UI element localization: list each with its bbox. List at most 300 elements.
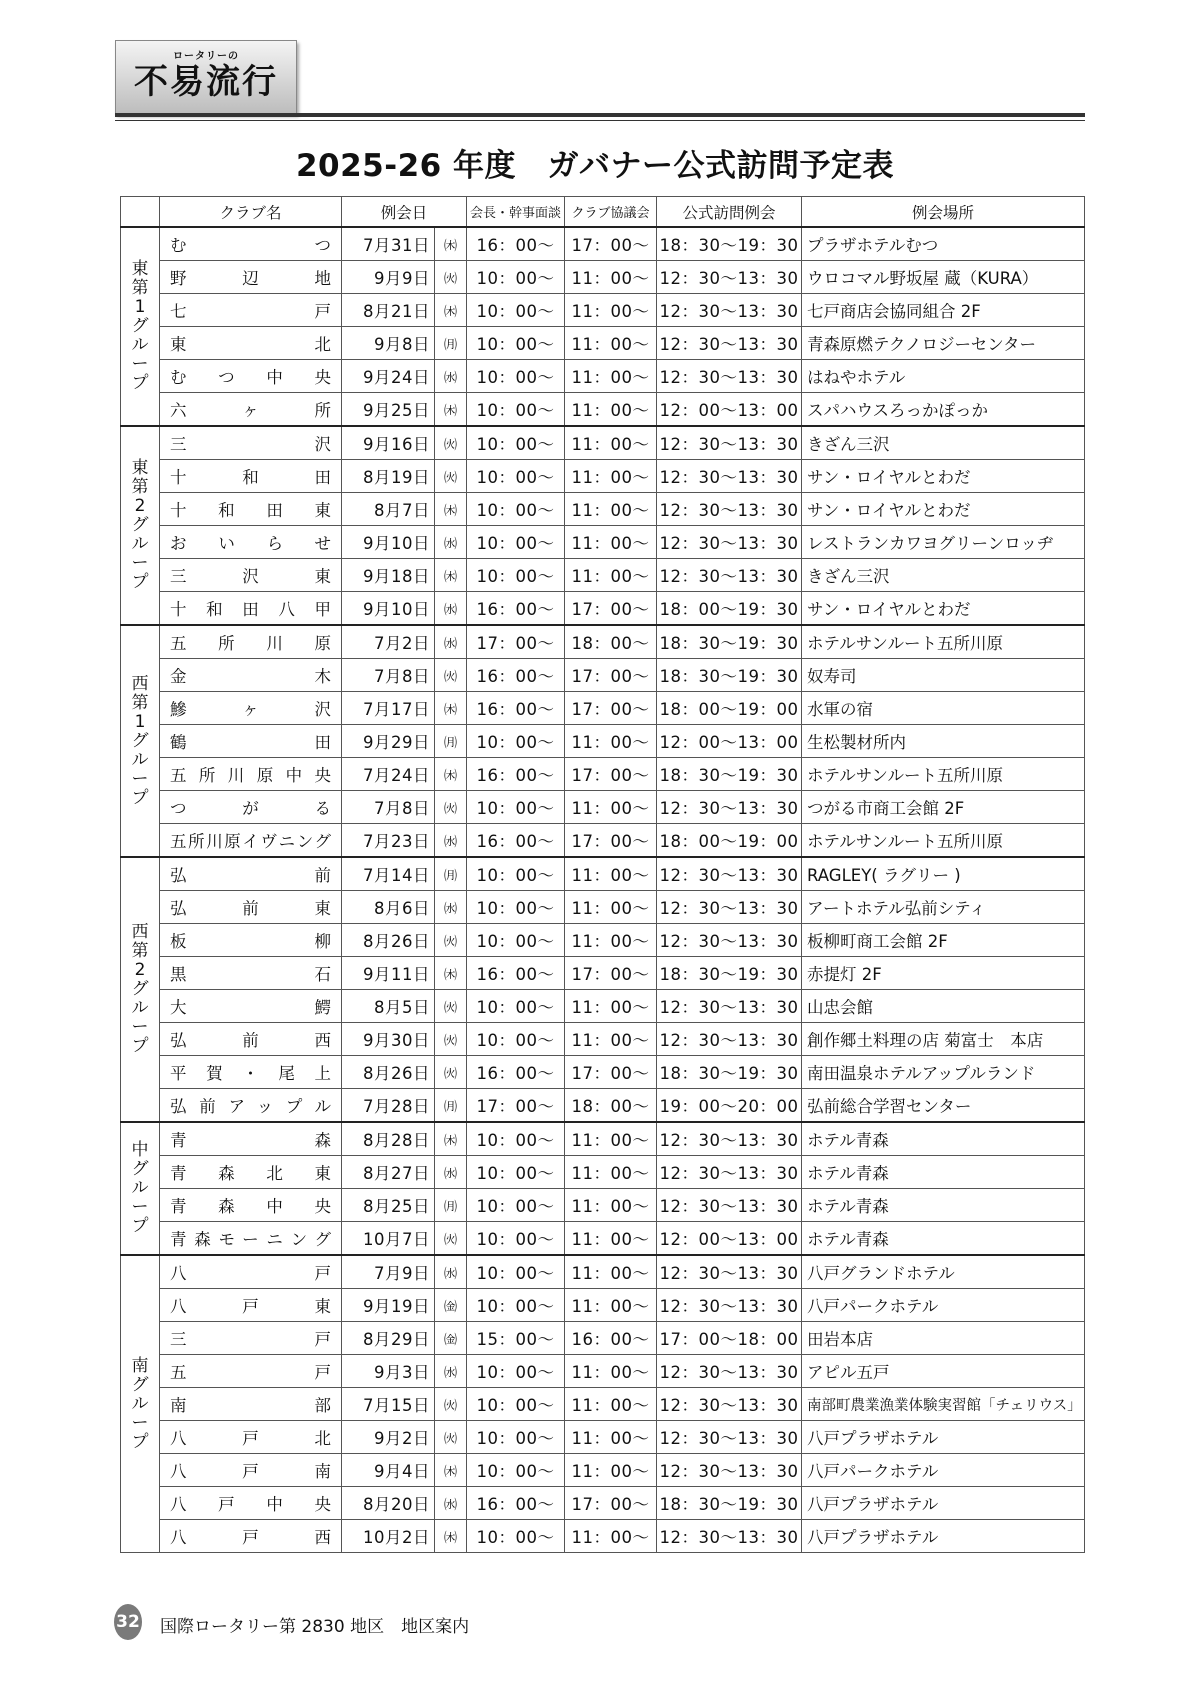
club-name: 東北 <box>160 327 342 360</box>
club-name: 八戸 <box>160 1255 342 1289</box>
group-name: 中グループ <box>131 1140 149 1236</box>
weekday: ㈮ <box>435 1322 467 1355</box>
table-row <box>121 824 1085 858</box>
venue: きざん三沢 <box>802 559 1085 592</box>
group-label <box>121 625 160 857</box>
weekday: ㈬ <box>435 1255 467 1289</box>
meeting-date: 8月21日 <box>342 294 435 327</box>
official-visit-time: 18：00～19：00 <box>657 824 802 858</box>
pre-meeting-time: 10：00～ <box>467 1355 565 1388</box>
weekday: ㈭ <box>435 758 467 791</box>
schedule-body <box>121 227 1085 1553</box>
weekday: ㈭ <box>435 493 467 526</box>
venue: 生松製材所内 <box>802 725 1085 758</box>
pre-meeting-time: 16：00～ <box>467 692 565 725</box>
council-time: 11：00～ <box>565 1156 657 1189</box>
venue: ホテル青森 <box>802 1222 1085 1256</box>
venue: 八戸グランドホテル <box>802 1255 1085 1289</box>
council-time: 11：00～ <box>565 1454 657 1487</box>
club-name: 六ヶ所 <box>160 393 342 427</box>
council-time: 17：00～ <box>565 692 657 725</box>
meeting-date: 9月3日 <box>342 1355 435 1388</box>
official-visit-time: 12：00～13：00 <box>657 725 802 758</box>
header-council: クラブ協議会 <box>565 197 657 228</box>
meeting-date: 8月25日 <box>342 1189 435 1222</box>
weekday: ㈬ <box>435 1487 467 1520</box>
club-name: 金木 <box>160 659 342 692</box>
official-visit-time: 18：30～19：30 <box>657 625 802 659</box>
weekday: ㈫ <box>435 1421 467 1454</box>
table-row <box>121 857 1085 891</box>
header-group <box>121 197 160 228</box>
official-visit-time: 12：30～13：30 <box>657 559 802 592</box>
group-name: 東第2グループ <box>131 458 149 592</box>
table-row <box>121 791 1085 824</box>
pre-meeting-time: 16：00～ <box>467 758 565 791</box>
footer-text: 国際ロータリー第 2830 地区 地区案内 <box>160 1617 470 1637</box>
pre-meeting-time: 10：00～ <box>467 1156 565 1189</box>
official-visit-time: 12：30～13：30 <box>657 924 802 957</box>
weekday: ㈭ <box>435 227 467 261</box>
pre-meeting-time: 10：00～ <box>467 460 565 493</box>
table-row <box>121 526 1085 559</box>
pre-meeting-time: 10：00～ <box>467 1122 565 1156</box>
club-name: 三沢 <box>160 426 342 460</box>
weekday: ㈫ <box>435 1222 467 1256</box>
meeting-date: 10月2日 <box>342 1520 435 1553</box>
pre-meeting-time: 10：00～ <box>467 1388 565 1421</box>
meeting-date: 8月27日 <box>342 1156 435 1189</box>
table-row <box>121 426 1085 460</box>
meeting-date: 8月6日 <box>342 891 435 924</box>
pre-meeting-time: 17：00～ <box>467 625 565 659</box>
club-name: 野辺地 <box>160 261 342 294</box>
official-visit-time: 12：30～13：30 <box>657 360 802 393</box>
venue: サン・ロイヤルとわだ <box>802 460 1085 493</box>
table-row <box>121 1355 1085 1388</box>
table-header-row <box>121 197 1085 228</box>
meeting-date: 9月10日 <box>342 526 435 559</box>
club-name: 八戸北 <box>160 1421 342 1454</box>
weekday: ㈭ <box>435 393 467 427</box>
club-name: 五所川原中央 <box>160 758 342 791</box>
club-name: 弘前アップル <box>160 1089 342 1123</box>
header-club: クラブ名 <box>160 197 342 228</box>
club-name: 五戸 <box>160 1355 342 1388</box>
weekday: ㈪ <box>435 1189 467 1222</box>
table-row <box>121 1421 1085 1454</box>
weekday: ㈫ <box>435 1056 467 1089</box>
weekday: ㈬ <box>435 1156 467 1189</box>
weekday: ㈭ <box>435 1454 467 1487</box>
table-row <box>121 592 1085 626</box>
official-visit-time: 12：30～13：30 <box>657 1454 802 1487</box>
meeting-date: 7月15日 <box>342 1388 435 1421</box>
club-name: 鶴田 <box>160 725 342 758</box>
table-row <box>121 1487 1085 1520</box>
meeting-date: 7月28日 <box>342 1089 435 1123</box>
pre-meeting-time: 15：00～ <box>467 1322 565 1355</box>
table-row <box>121 1520 1085 1553</box>
meeting-date: 7月23日 <box>342 824 435 858</box>
club-name: 青森中央 <box>160 1189 342 1222</box>
weekday: ㈬ <box>435 1355 467 1388</box>
weekday: ㈫ <box>435 659 467 692</box>
official-visit-time: 18：30～19：30 <box>657 659 802 692</box>
official-visit-time: 18：00～19：30 <box>657 592 802 626</box>
page-number: 32 <box>114 1604 142 1640</box>
council-time: 11：00～ <box>565 294 657 327</box>
pre-meeting-time: 16：00～ <box>467 824 565 858</box>
pre-meeting-time: 10：00～ <box>467 261 565 294</box>
official-visit-time: 18：30～19：30 <box>657 758 802 791</box>
weekday: ㈭ <box>435 1122 467 1156</box>
page-title: 2025-26 年度 ガバナー公式訪問予定表 <box>295 148 895 184</box>
table-row <box>121 891 1085 924</box>
venue: スパハウスろっかぽっか <box>802 393 1085 427</box>
club-name: 黒石 <box>160 957 342 990</box>
venue: 水軍の宿 <box>802 692 1085 725</box>
meeting-date: 8月28日 <box>342 1122 435 1156</box>
table-row <box>121 990 1085 1023</box>
official-visit-time: 12：30～13：30 <box>657 1023 802 1056</box>
weekday: ㈬ <box>435 891 467 924</box>
official-visit-time: 18：30～19：30 <box>657 227 802 261</box>
council-time: 11：00～ <box>565 1023 657 1056</box>
header-pre-meeting: 会長・幹事面談 <box>467 197 565 228</box>
venue: 弘前総合学習センター <box>802 1089 1085 1123</box>
official-visit-time: 17：00～18：00 <box>657 1322 802 1355</box>
venue: ウロコマル野坂屋 蔵（KURA） <box>802 261 1085 294</box>
club-name: 三沢東 <box>160 559 342 592</box>
venue: 創作郷土料理の店 菊富士 本店 <box>802 1023 1085 1056</box>
official-visit-time: 12：30～13：30 <box>657 791 802 824</box>
group-label <box>121 857 160 1122</box>
official-visit-time: 19：00～20：00 <box>657 1089 802 1123</box>
pre-meeting-time: 10：00～ <box>467 493 565 526</box>
venue: 南田温泉ホテルアップルランド <box>802 1056 1085 1089</box>
council-time: 11：00～ <box>565 426 657 460</box>
venue: アートホテル弘前シティ <box>802 891 1085 924</box>
club-name: 十和田 <box>160 460 342 493</box>
pre-meeting-time: 10：00～ <box>467 526 565 559</box>
official-visit-time: 12：00～13：00 <box>657 393 802 427</box>
club-name: おいらせ <box>160 526 342 559</box>
pre-meeting-time: 16：00～ <box>467 659 565 692</box>
meeting-date: 9月8日 <box>342 327 435 360</box>
weekday: ㈫ <box>435 460 467 493</box>
venue: サン・ロイヤルとわだ <box>802 592 1085 626</box>
council-time: 11：00～ <box>565 559 657 592</box>
logo <box>115 40 297 114</box>
official-visit-time: 12：30～13：30 <box>657 1421 802 1454</box>
weekday: ㈬ <box>435 625 467 659</box>
club-name: 十和田八甲 <box>160 592 342 626</box>
meeting-date: 8月19日 <box>342 460 435 493</box>
table-row <box>121 692 1085 725</box>
weekday: ㈪ <box>435 857 467 891</box>
club-name: 八戸南 <box>160 1454 342 1487</box>
club-name: 鰺ヶ沢 <box>160 692 342 725</box>
pre-meeting-time: 17：00～ <box>467 1089 565 1123</box>
official-visit-time: 12：30～13：30 <box>657 294 802 327</box>
official-visit-time: 12：30～13：30 <box>657 426 802 460</box>
weekday: ㈬ <box>435 592 467 626</box>
group-label <box>121 227 160 426</box>
pre-meeting-time: 16：00～ <box>467 1056 565 1089</box>
pre-meeting-time: 10：00～ <box>467 393 565 427</box>
official-visit-time: 12：30～13：30 <box>657 1156 802 1189</box>
council-time: 18：00～ <box>565 1089 657 1123</box>
pre-meeting-time: 10：00～ <box>467 294 565 327</box>
council-time: 11：00～ <box>565 526 657 559</box>
venue: 奴寿司 <box>802 659 1085 692</box>
venue: ホテル青森 <box>802 1122 1085 1156</box>
venue: レストランカワヨグリーンロッヂ <box>802 526 1085 559</box>
venue: サン・ロイヤルとわだ <box>802 493 1085 526</box>
venue: 八戸パークホテル <box>802 1454 1085 1487</box>
official-visit-time: 12：30～13：30 <box>657 526 802 559</box>
table-row <box>121 261 1085 294</box>
venue: 山忠会館 <box>802 990 1085 1023</box>
group-name: 西第2グループ <box>131 922 149 1056</box>
council-time: 18：00～ <box>565 625 657 659</box>
council-time: 11：00～ <box>565 791 657 824</box>
official-visit-time: 12：30～13：30 <box>657 1520 802 1553</box>
pre-meeting-time: 10：00～ <box>467 891 565 924</box>
meeting-date: 7月2日 <box>342 625 435 659</box>
meeting-date: 9月30日 <box>342 1023 435 1056</box>
pre-meeting-time: 10：00～ <box>467 1023 565 1056</box>
council-time: 11：00～ <box>565 1421 657 1454</box>
venue: 南部町農業漁業体験実習館「チェリウス」 <box>802 1388 1085 1421</box>
club-name: 十和田東 <box>160 493 342 526</box>
meeting-date: 7月9日 <box>342 1255 435 1289</box>
council-time: 17：00～ <box>565 592 657 626</box>
official-visit-time: 18：30～19：30 <box>657 1487 802 1520</box>
meeting-date: 7月14日 <box>342 857 435 891</box>
venue: きざん三沢 <box>802 426 1085 460</box>
logo-title: 不易流行 <box>134 62 278 102</box>
group-label <box>121 1255 160 1553</box>
table-row <box>121 1454 1085 1487</box>
council-time: 17：00～ <box>565 758 657 791</box>
venue: ホテル青森 <box>802 1156 1085 1189</box>
weekday: ㈭ <box>435 957 467 990</box>
header-venue: 例会場所 <box>802 197 1085 228</box>
schedule-table <box>120 196 1085 1553</box>
table-row <box>121 227 1085 261</box>
council-time: 11：00～ <box>565 493 657 526</box>
meeting-date: 9月2日 <box>342 1421 435 1454</box>
official-visit-time: 12：30～13：30 <box>657 857 802 891</box>
meeting-date: 7月24日 <box>342 758 435 791</box>
council-time: 17：00～ <box>565 824 657 858</box>
table-row <box>121 327 1085 360</box>
meeting-date: 9月19日 <box>342 1289 435 1322</box>
council-time: 11：00～ <box>565 891 657 924</box>
council-time: 17：00～ <box>565 957 657 990</box>
meeting-date: 8月29日 <box>342 1322 435 1355</box>
meeting-date: 8月20日 <box>342 1487 435 1520</box>
council-time: 11：00～ <box>565 1520 657 1553</box>
meeting-date: 7月8日 <box>342 659 435 692</box>
official-visit-time: 12：30～13：30 <box>657 493 802 526</box>
table-row <box>121 1089 1085 1123</box>
weekday: ㈫ <box>435 261 467 294</box>
club-name: 八戸東 <box>160 1289 342 1322</box>
table-row <box>121 1056 1085 1089</box>
table-row <box>121 294 1085 327</box>
official-visit-time: 12：30～13：30 <box>657 1189 802 1222</box>
table-row <box>121 360 1085 393</box>
table-row <box>121 1322 1085 1355</box>
official-visit-time: 12：30～13：30 <box>657 990 802 1023</box>
club-name: つがる <box>160 791 342 824</box>
official-visit-time: 12：30～13：30 <box>657 460 802 493</box>
pre-meeting-time: 16：00～ <box>467 1487 565 1520</box>
table-row <box>121 1122 1085 1156</box>
meeting-date: 8月26日 <box>342 924 435 957</box>
meeting-date: 8月7日 <box>342 493 435 526</box>
venue: ホテルサンルート五所川原 <box>802 758 1085 791</box>
header-rule-thin <box>115 120 1085 121</box>
weekday: ㈫ <box>435 791 467 824</box>
weekday: ㈭ <box>435 692 467 725</box>
council-time: 11：00～ <box>565 1189 657 1222</box>
weekday: ㈪ <box>435 1089 467 1123</box>
council-time: 17：00～ <box>565 1056 657 1089</box>
club-name: 青森 <box>160 1122 342 1156</box>
club-name: むつ <box>160 227 342 261</box>
pre-meeting-time: 16：00～ <box>467 227 565 261</box>
table-row <box>121 493 1085 526</box>
meeting-date: 9月10日 <box>342 592 435 626</box>
weekday: ㈫ <box>435 924 467 957</box>
weekday: ㈫ <box>435 1023 467 1056</box>
pre-meeting-time: 10：00～ <box>467 327 565 360</box>
official-visit-time: 12：30～13：30 <box>657 327 802 360</box>
council-time: 11：00～ <box>565 857 657 891</box>
group-name: 南グループ <box>131 1355 149 1452</box>
club-name: 大鰐 <box>160 990 342 1023</box>
official-visit-time: 18：00～19：00 <box>657 692 802 725</box>
table-row <box>121 460 1085 493</box>
club-name: 青森北東 <box>160 1156 342 1189</box>
table-row <box>121 1023 1085 1056</box>
council-time: 11：00～ <box>565 1289 657 1322</box>
pre-meeting-time: 10：00～ <box>467 857 565 891</box>
venue: 田岩本店 <box>802 1322 1085 1355</box>
council-time: 11：00～ <box>565 261 657 294</box>
table-row <box>121 758 1085 791</box>
table-row <box>121 659 1085 692</box>
club-name: 弘前東 <box>160 891 342 924</box>
pre-meeting-time: 10：00～ <box>467 1454 565 1487</box>
weekday: ㈬ <box>435 824 467 858</box>
club-name: 五所川原イヴニング <box>160 824 342 858</box>
group-name: 東第1グループ <box>131 259 149 393</box>
table-row <box>121 957 1085 990</box>
pre-meeting-time: 16：00～ <box>467 592 565 626</box>
pre-meeting-time: 10：00～ <box>467 1222 565 1256</box>
official-visit-time: 12：30～13：30 <box>657 1122 802 1156</box>
table-row <box>121 559 1085 592</box>
official-visit-time: 12：30～13：30 <box>657 891 802 924</box>
meeting-date: 8月5日 <box>342 990 435 1023</box>
table-row <box>121 1189 1085 1222</box>
club-name: むつ中央 <box>160 360 342 393</box>
club-name: 八戸西 <box>160 1520 342 1553</box>
venue: 八戸プラザホテル <box>802 1520 1085 1553</box>
weekday: ㈫ <box>435 426 467 460</box>
table-row <box>121 1388 1085 1421</box>
venue: ホテルサンルート五所川原 <box>802 625 1085 659</box>
official-visit-time: 18：30～19：30 <box>657 1056 802 1089</box>
pre-meeting-time: 10：00～ <box>467 725 565 758</box>
group-name: 西第1グループ <box>131 673 149 808</box>
table-row <box>121 1156 1085 1189</box>
table-row <box>121 625 1085 659</box>
club-name: 南部 <box>160 1388 342 1421</box>
weekday: ㈭ <box>435 294 467 327</box>
council-time: 11：00～ <box>565 725 657 758</box>
header-official: 公式訪問例会 <box>657 197 802 228</box>
group-label <box>121 426 160 625</box>
council-time: 11：00～ <box>565 360 657 393</box>
meeting-date: 9月9日 <box>342 261 435 294</box>
venue: はねやホテル <box>802 360 1085 393</box>
pre-meeting-time: 10：00～ <box>467 360 565 393</box>
venue: RAGLEY( ラグリー ) <box>802 857 1085 891</box>
venue: ホテル青森 <box>802 1189 1085 1222</box>
weekday: ㈪ <box>435 327 467 360</box>
council-time: 11：00～ <box>565 327 657 360</box>
weekday: ㈬ <box>435 360 467 393</box>
pre-meeting-time: 10：00～ <box>467 1189 565 1222</box>
venue: 赤提灯 2F <box>802 957 1085 990</box>
meeting-date: 8月26日 <box>342 1056 435 1089</box>
meeting-date: 9月25日 <box>342 393 435 427</box>
table-row <box>121 1255 1085 1289</box>
council-time: 11：00～ <box>565 393 657 427</box>
weekday: ㈫ <box>435 990 467 1023</box>
meeting-date: 7月17日 <box>342 692 435 725</box>
pre-meeting-time: 10：00～ <box>467 924 565 957</box>
council-time: 17：00～ <box>565 659 657 692</box>
council-time: 11：00～ <box>565 1222 657 1256</box>
pre-meeting-time: 10：00～ <box>467 791 565 824</box>
table-row <box>121 924 1085 957</box>
official-visit-time: 12：30～13：30 <box>657 261 802 294</box>
official-visit-time: 12：30～13：30 <box>657 1355 802 1388</box>
table-row <box>121 1289 1085 1322</box>
meeting-date: 9月11日 <box>342 957 435 990</box>
meeting-date: 9月18日 <box>342 559 435 592</box>
council-time: 17：00～ <box>565 1487 657 1520</box>
table-row <box>121 1222 1085 1256</box>
club-name: 平賀・尾上 <box>160 1056 342 1089</box>
group-label <box>121 1122 160 1255</box>
club-name: 五所川原 <box>160 625 342 659</box>
club-name: 七戸 <box>160 294 342 327</box>
weekday: ㈭ <box>435 1520 467 1553</box>
club-name: 三戸 <box>160 1322 342 1355</box>
venue: 青森原燃テクノロジーセンター <box>802 327 1085 360</box>
weekday: ㈮ <box>435 1289 467 1322</box>
club-name: 八戸中央 <box>160 1487 342 1520</box>
weekday: ㈬ <box>435 526 467 559</box>
